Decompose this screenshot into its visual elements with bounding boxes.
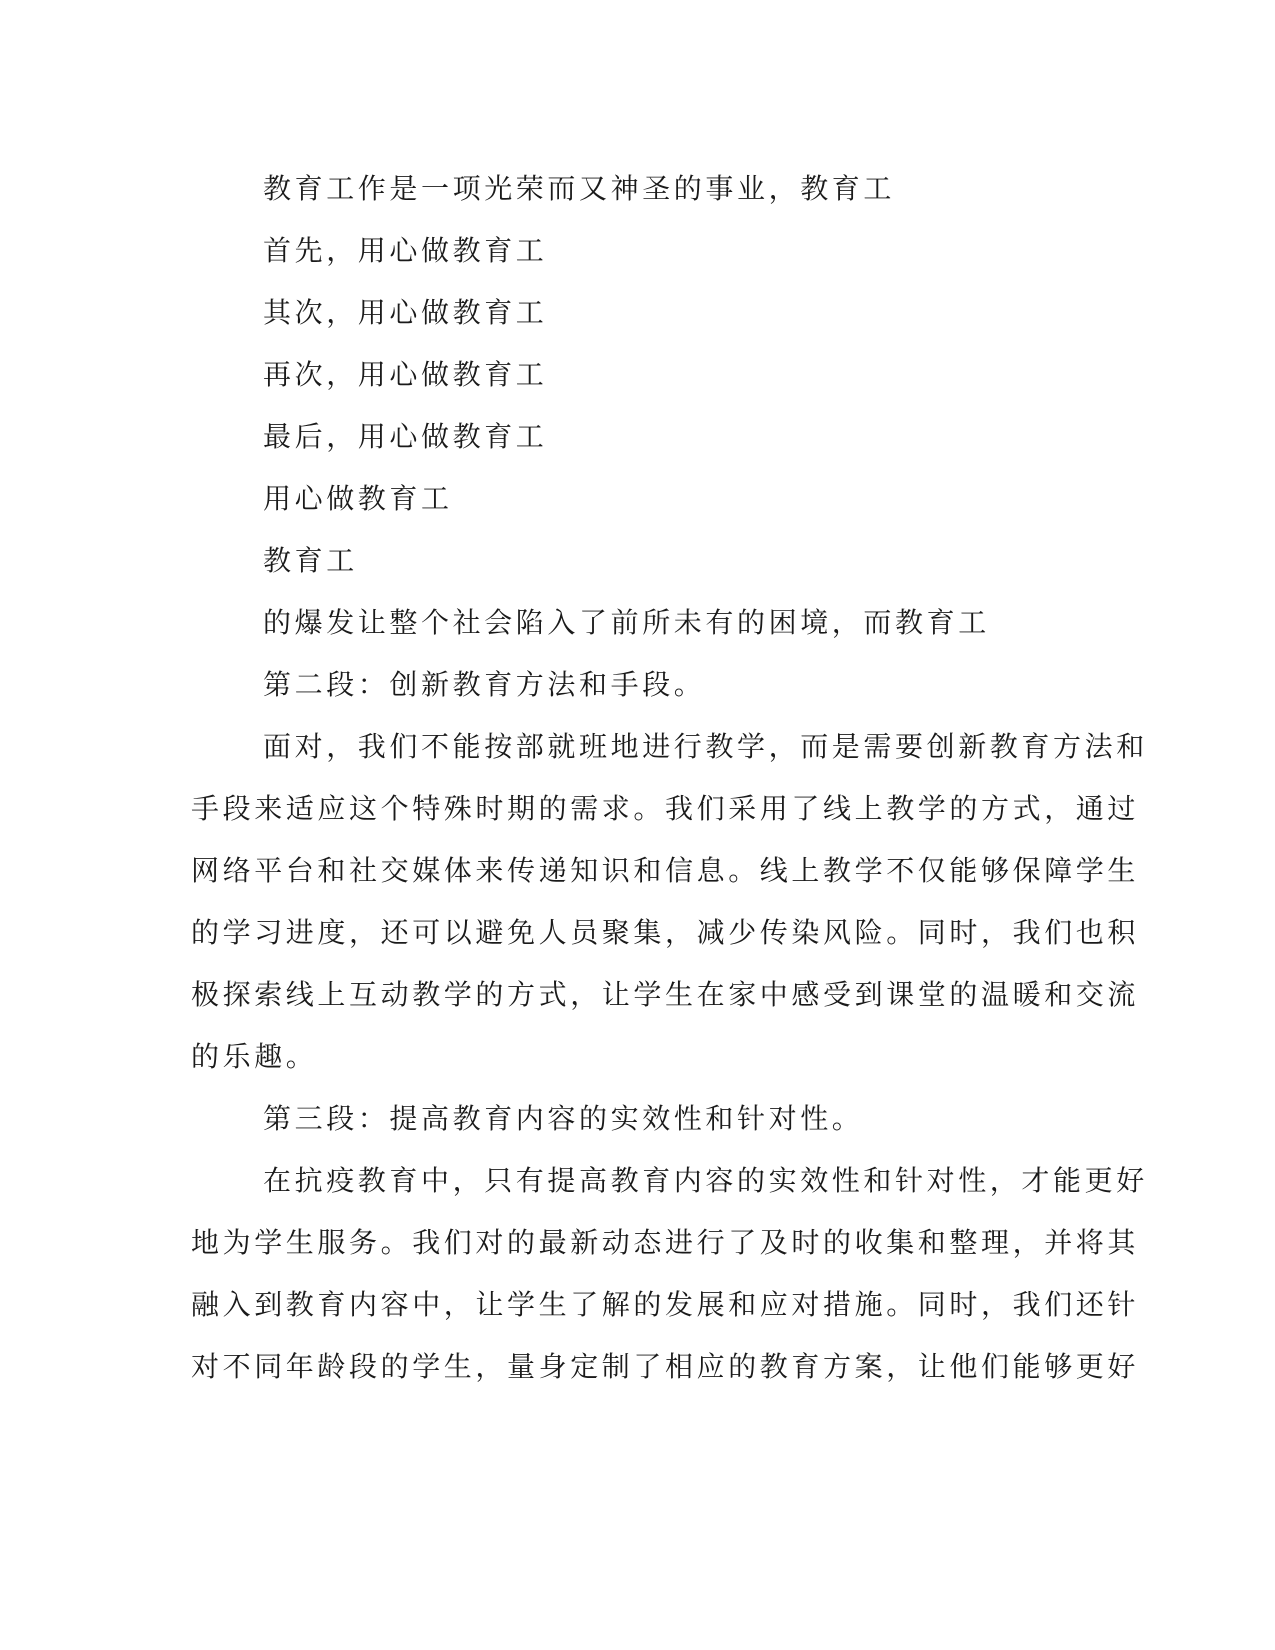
section-heading: 第二段：创新教育方法和手段。 <box>263 668 706 701</box>
text-line: 最后，用心做教育工 <box>263 420 548 453</box>
text-line: 面对，我们不能按部就班地进行教学，而是需要创新教育方法和 <box>263 730 1148 763</box>
text-line: 的学习进度，还可以避免人员聚集，减少传染风险。同时，我们也积 <box>191 916 1140 949</box>
text-line: 网络平台和社交媒体来传递知识和信息。线上教学不仅能够保障学生 <box>191 854 1140 887</box>
text-line: 其次，用心做教育工 <box>263 296 548 329</box>
text-line: 再次，用心做教育工 <box>263 358 548 391</box>
text-line: 极探索线上互动教学的方式，让学生在家中感受到课堂的温暖和交流 <box>191 978 1140 1011</box>
text-line: 在抗疫教育中，只有提高教育内容的实效性和针对性，才能更好 <box>263 1164 1148 1197</box>
text-line: 教育工作是一项光荣而又神圣的事业，教育工 <box>263 172 896 205</box>
text-line: 手段来适应这个特殊时期的需求。我们采用了线上教学的方式，通过 <box>191 792 1140 825</box>
text-line: 对不同年龄段的学生，量身定制了相应的教育方案，让他们能够更好 <box>191 1350 1140 1383</box>
text-line: 地为学生服务。我们对的最新动态进行了及时的收集和整理，并将其 <box>191 1226 1140 1259</box>
section-heading: 第三段：提高教育内容的实效性和针对性。 <box>263 1102 864 1135</box>
text-line: 的爆发让整个社会陷入了前所未有的困境，而教育工 <box>263 606 990 639</box>
text-line: 融入到教育内容中，让学生了解的发展和应对措施。同时，我们还针 <box>191 1288 1140 1321</box>
text-line: 的乐趣。 <box>191 1040 318 1073</box>
document-body <box>191 158 1148 1398</box>
text-line: 首先，用心做教育工 <box>263 234 548 267</box>
text-line: 用心做教育工 <box>263 482 453 515</box>
text-line: 教育工 <box>263 544 358 577</box>
